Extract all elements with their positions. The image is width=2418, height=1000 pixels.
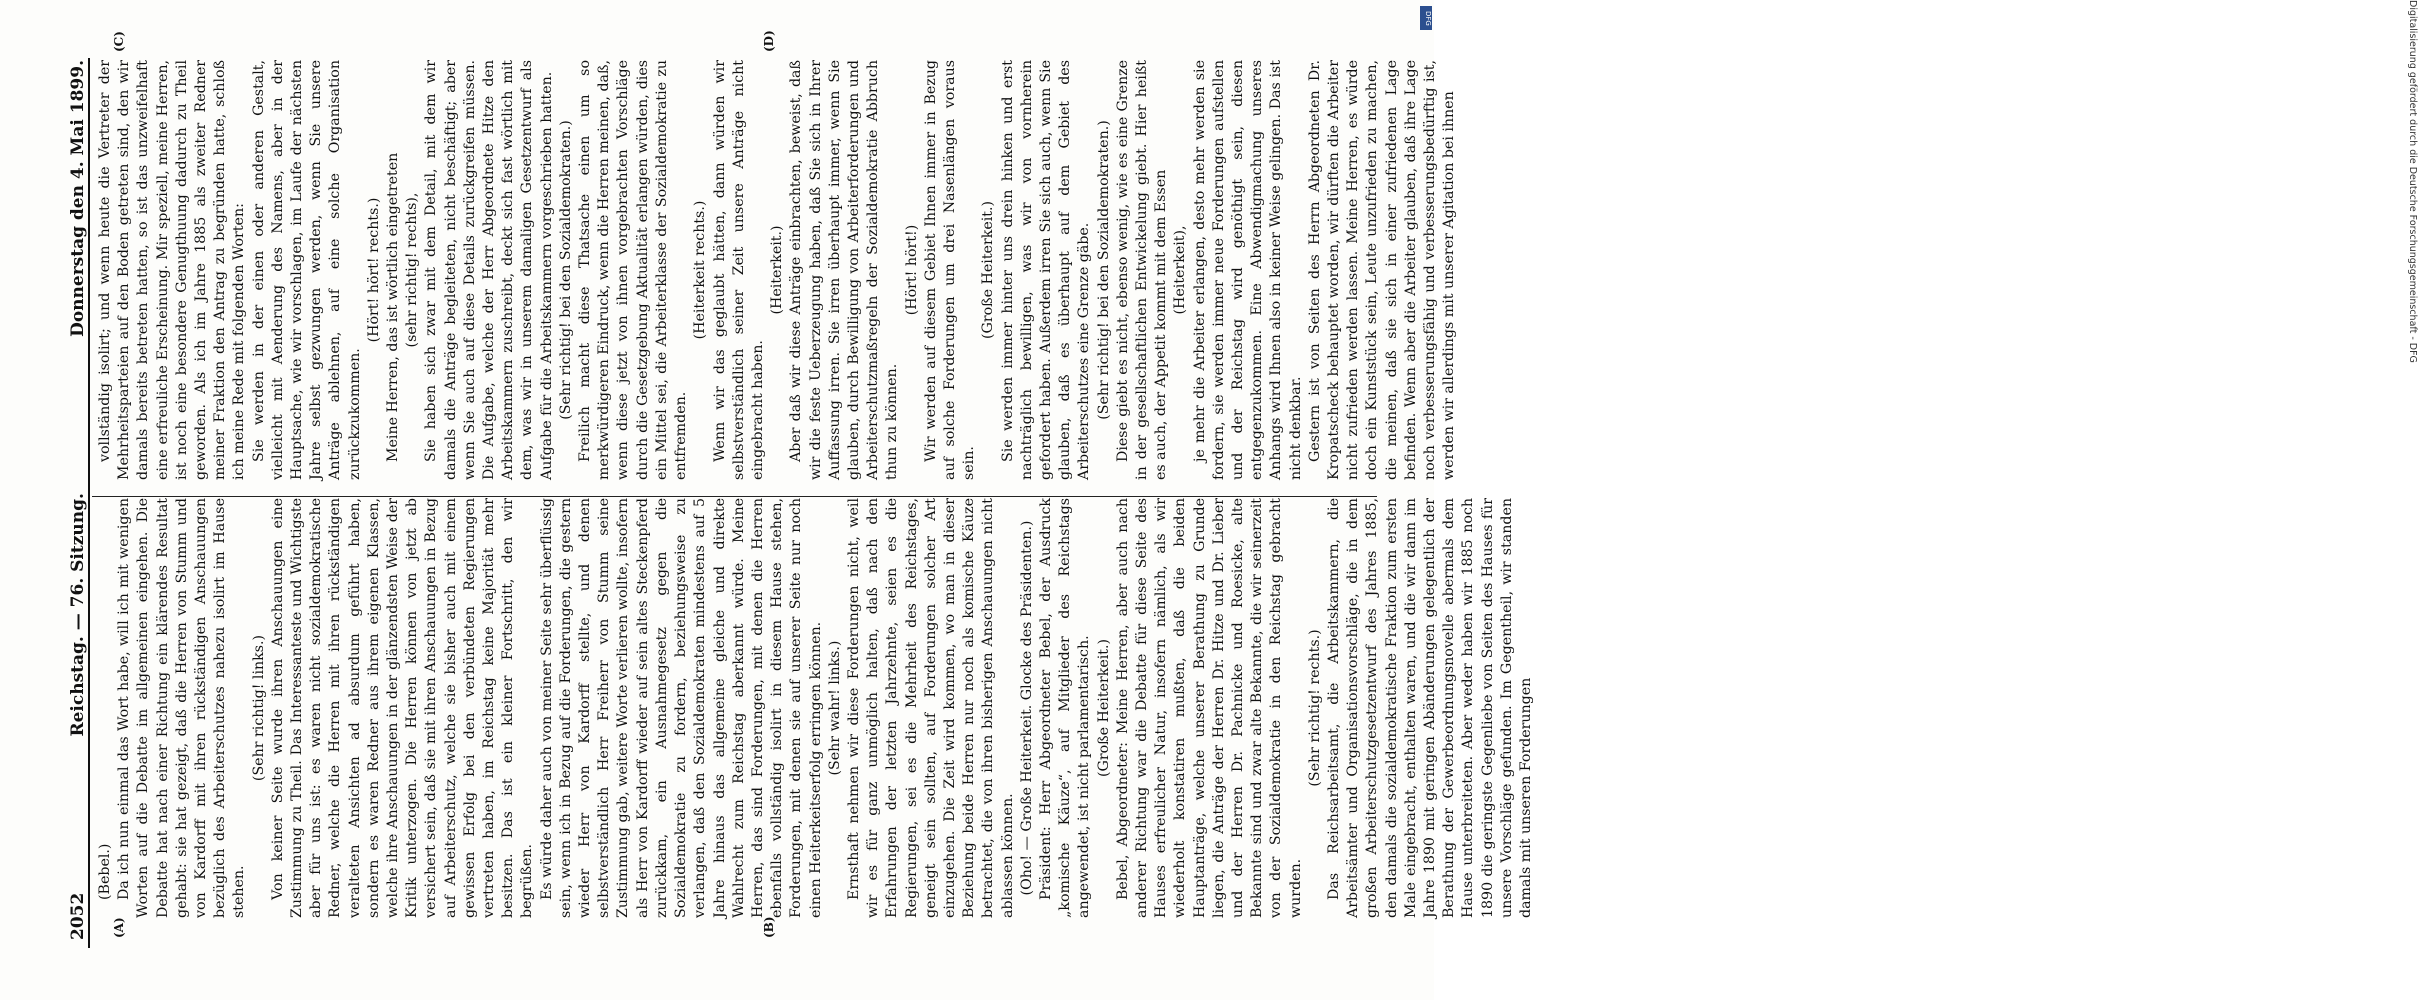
margin-marker-a: (A) — [112, 917, 126, 938]
header-date: Donnerstag den 4. Mai 1899. — [68, 60, 88, 337]
interjection: (Heiterkeit), — [1172, 225, 1189, 315]
paragraph: Wir werden auf diesem Gebiet Ihnen immer in Bezug auf solche Forderungen um drei Nasenlängen voraus sein. — [922, 60, 978, 480]
interjection: (Sehr wahr! links.) — [826, 640, 843, 776]
margin-marker-c: (C) — [112, 31, 126, 52]
interjection: (Hört! hört! rechts.) — [365, 197, 382, 343]
dfg-logo: DFG — [1420, 6, 1432, 30]
interjection: (Oho! — Große Heiterkeit. Glocke des Präsidenten.) — [1018, 520, 1035, 896]
left-column — [96, 498, 1535, 918]
interjection: (Sehr richtig! rechts.) — [1306, 629, 1323, 787]
interjection: (Heiterkeit rechts.) — [692, 200, 709, 340]
paragraph: Meine Herren, das ist wörtlich eingetreten — [385, 152, 402, 462]
paragraph: Aber daß wir diese Anträge einbrachten, beweist, daß wir die feste Ueberzeugung haben, daß Sie sich in Ihrer Auffassung irren. Sie irren überhaupt immer, wenn Sie glauben, durch Bewilligung von Arbeiterforderungen und Arbeiterschutzmaßregeln der Sozialdemokratie Abbruch thun zu können. — [788, 60, 901, 480]
paragraph: Gestern ist von Seiten des Herrn Abgeordneten Dr. Kropatscheck behauptet worden, wir dürften die Arbeiter nicht zufrieden werden lassen. Meine Herren, es würde doch ein Kunststück sein, Leute unzufrieden zu machen, die meinen, daß sie sich in einer zufriedenen Lage befinden. Wenn aber die Arbeiter glauben, daß ihre Lage noch verbesserungsfähig und verbesserungsbedürftig ist, werden wir allerdings mit unserer Agitation bei ihnen — [1306, 60, 1458, 480]
paragraph: Es würde daher auch von meiner Seite sehr überflüssig sein, wenn ich in Bezug auf die Forderungen, die gestern wieder Herr von Kardorff stellte, und denen selbstverständlich Herr Freiherr von Stumm seine Zustimmung gab, weitere Worte verlieren wollte, insofern als Herr von Kardorff wieder auf sein altes Steckenpferd zurückkam, ein Ausnahmegesetz gegen die Sozialdemokratie zu fordern, beziehungsweise zu verlangen, daß den Sozialdemokraten mindestens auf 5 Jahre hinaus das allgemeine gleiche und direkte Wahlrecht zum Reichstag aberkannt würde. Meine Herren, das sind Forderungen, mit denen die Herren ebenfalls vollständig isolirt in diesem Hause stehen, Forderungen, mit denen sie auf unserer Seite nur noch einen Heiterkeitserfolg erringen können. — [538, 498, 824, 918]
paragraph: Da ich nun einmal das Wort habe, will ich mit wenigen Worten auf die Debatte im allgemeinen eingehen. Die Debatte hat nach einer Richtung ein klärendes Resultat gehabt: sie hat gezeigt, daß die Herren von Stumm und von Kardorff mit ihren rückständigen Anschauungen bezüglich des Arbeiterschutzes nahezu isolirt im Hause stehen. — [116, 498, 248, 918]
page-number: 2052 — [68, 892, 88, 940]
paragraph: je mehr die Arbeiter erlangen, desto mehr werden sie fordern, sie werden immer neue Forderungen aufstellen und der Reichstag wird genöthigt sein, diesen entgegenzukommen. Eine Abwendigmachung unseres Anhangs wird Ihnen also in keiner Weise gelingen. Das ist nicht denkbar. — [1191, 60, 1304, 480]
interjection: (Sehr richtig! bei den Sozialdemokraten.) — [557, 120, 574, 420]
interjection: (Sehr richtig! links.) — [250, 634, 267, 782]
interjection: (Heiterkeit.) — [769, 225, 786, 315]
paragraph: Freilich macht diese Thatsache einen um so merkwürdigeren Eindruck, wenn die Herren meinen, daß, wenn diese jetzt von ihnen vorgebrachten Vorschläge durch die Gesetzgebung Aktualität erlangen würden, dies ein Mittel sei, die Arbeiterklasse der Sozialdemokratie zu entfremden. — [577, 60, 690, 480]
paragraph: Diese giebt es nicht, ebenso wenig, wie es eine Grenze in der gesellschaftlichen Entwickelung giebt. Hier heißt es auch, der Appetit kommt mit dem Essen — [1114, 60, 1170, 480]
interjection: (Hört! hört!) — [903, 224, 920, 316]
paragraph: Ernsthaft nehmen wir diese Forderungen nicht, weil wir es für ganz unmöglich halten, daß nach den Erfahrungen der letzten Jahrzehnte, seien es die Regierungen, sei es die Mehrheit des Reichstages, geneigt sein sollten, auf Forderungen solcher Art einzugehen. Die Zeit wird kommen, wo man in dieser Beziehung beide Herren nur noch als komische Käuze betrachtet, die von ihren bisherigen Anschauungen nicht ablassen können. — [845, 498, 1016, 918]
interjection: (Große Heiterkeit.) — [1095, 638, 1112, 778]
interjection: (sehr richtig! rechts), — [404, 192, 421, 348]
page-header — [58, 60, 88, 940]
paragraph: Sie werden in der einen oder anderen Gestalt, vielleicht mit Aenderung des Namens, aber in der Hauptsache, wie wir vorschlagen, im Laufe der nächsten Jahre selbst gezwungen werden, wenn Sie unsere Anträge ablehnen, auf eine solche Organisation zurückzukommen. — [250, 60, 363, 480]
paragraph: Von keiner Seite wurde ihren Anschauungen eine Zustimmung zu Theil. Das Interessanteste und Wichtigste aber für uns ist: es waren nicht sozialdemokratische Redner, welche die Herren mit ihren rückständigen veralteten Ansichten ad absurdum geführt haben, sondern es waren Redner aus ihrem eigenen Klassen, welche ihre Anschauungen in der glänzendsten Weise der Kritik unterzogen. Die Herren können von jetzt ab versichert sein, daß sie mit ihren Anschauungen in Bezug auf Arbeiterschutz, welche sie bisher auch mit einem gewissen Erfolg bei den verbündeten Regierungen vertreten haben, im Reichstag keine Majorität mehr besitzen. Das ist ein kleiner Fortschritt, den wir begrüßen. — [269, 498, 536, 918]
right-column — [96, 60, 1458, 480]
paragraph: vollständig isolirt; und wenn heute die Vertreter der Mehrheitsparteien auf den Boden getreten sind, den wir damals bereits betreten hatten, so ist das unzweifelhaft eine erfreuliche Erscheinung. Mir speziell, meine Herren, ist noch eine besondere Genugthuung dadurch zu Theil geworden. Als ich im Jahre 1885 als zweiter Redner meiner Fraktion den Antrag zu begründen hatte, schloß ich meine Rede mit folgenden Worten: — [97, 60, 248, 480]
margin-marker-d: (D) — [762, 30, 776, 52]
speaker-paragraph: (Bebel.) — [97, 843, 113, 900]
header-title: Reichstag. — 76. Sitzung. — [68, 493, 88, 737]
paragraph: Das Reichsarbeitsamt, die Arbeitskammern, die Arbeitsämter und Organisationsvorschläge, die in dem großen Arbeiterschutzgesetzentwurf des Jahres 1885, den damals die sozialdemokratische Fraktion zum ersten Male eingebracht, enthalten waren, und die wir dann im Jahre 1890 mit geringen Abänderungen gelegentlich der Berathung der Gewerbeordnungsnovelle abermals dem Hause unterbreiteten. Aber weder haben wir 1885 noch 1890 die geringste Gegenliebe von Seiten des Hauses für unsere Vorschläge gefunden. Im Gegentheil, wir standen damals mit unseren Forderungen — [1326, 498, 1535, 918]
speaker-paragraph: Bebel, Abgeordneter: Meine Herren, aber auch nach anderer Richtung war die Debatte für diese Seite des Hauses erfreulicher Natur, insofern nämlich, als wir wiederholt konstatiren mußten, daß die beiden Hauptanträge, welche unserer Berathung zu Grunde liegen, die Anträge der Herren Dr. Hitze und Dr. Lieber und der Herren Dr. Pachnicke und Roesicke, alte Bekannte sind und zwar alte Bekannte, die wir seinerzeit von der Sozialdemokratie in den Reichstag gebracht wurden. — [1114, 498, 1304, 918]
paragraph: Wenn wir das geglaubt hätten, dann würden wir selbstverständlich seiner Zeit unsere Anträge nicht eingebracht haben. — [711, 60, 766, 480]
paragraph: Sie werden immer hinter uns drein hinken und erst nachträglich bewilligen, was wir von vornherein gefordert haben. Außerdem irren Sie sich auch, wenn Sie glauben, daß es überhaupt auf dem Gebiet des Arbeiterschutzes eine Grenze gäbe. — [999, 60, 1093, 480]
column-divider — [92, 496, 1377, 497]
interjection: (Große Heiterkeit.) — [980, 200, 997, 340]
header-rule — [88, 58, 90, 948]
interjection: (Sehr richtig! bei den Sozialdemokraten.) — [1095, 120, 1112, 420]
speaker-paragraph: Präsident: Herr Abgeordneter Bebel, der Ausdruck „komische Käuze“, auf Mitglieder des Reichstags angewendet, ist nicht parlamentarisch. — [1037, 498, 1093, 918]
watermark-text: Digitalisierung gefördert durch die Deutsche Forschungsgemeinschaft - DFG — [2407, 0, 2418, 363]
margin-marker-b: (B) — [762, 916, 776, 938]
paragraph: Sie haben sich zwar mit dem Detail, mit dem wir damals die Anträge begleiteten, nicht beschäftigt; aber wenn Sie auch auf diese Details zurückgreifen müssen. Die Aufgabe, welche der Herr Abgeordnete Hitze den Arbeitskammern zuschreibt, deckt sich fast wörtlich mit dem, was wir in unserem damaligen Gesetzentwurf als Aufgabe für die Arbeitskammern vorgeschrieben hatten. — [423, 60, 555, 480]
